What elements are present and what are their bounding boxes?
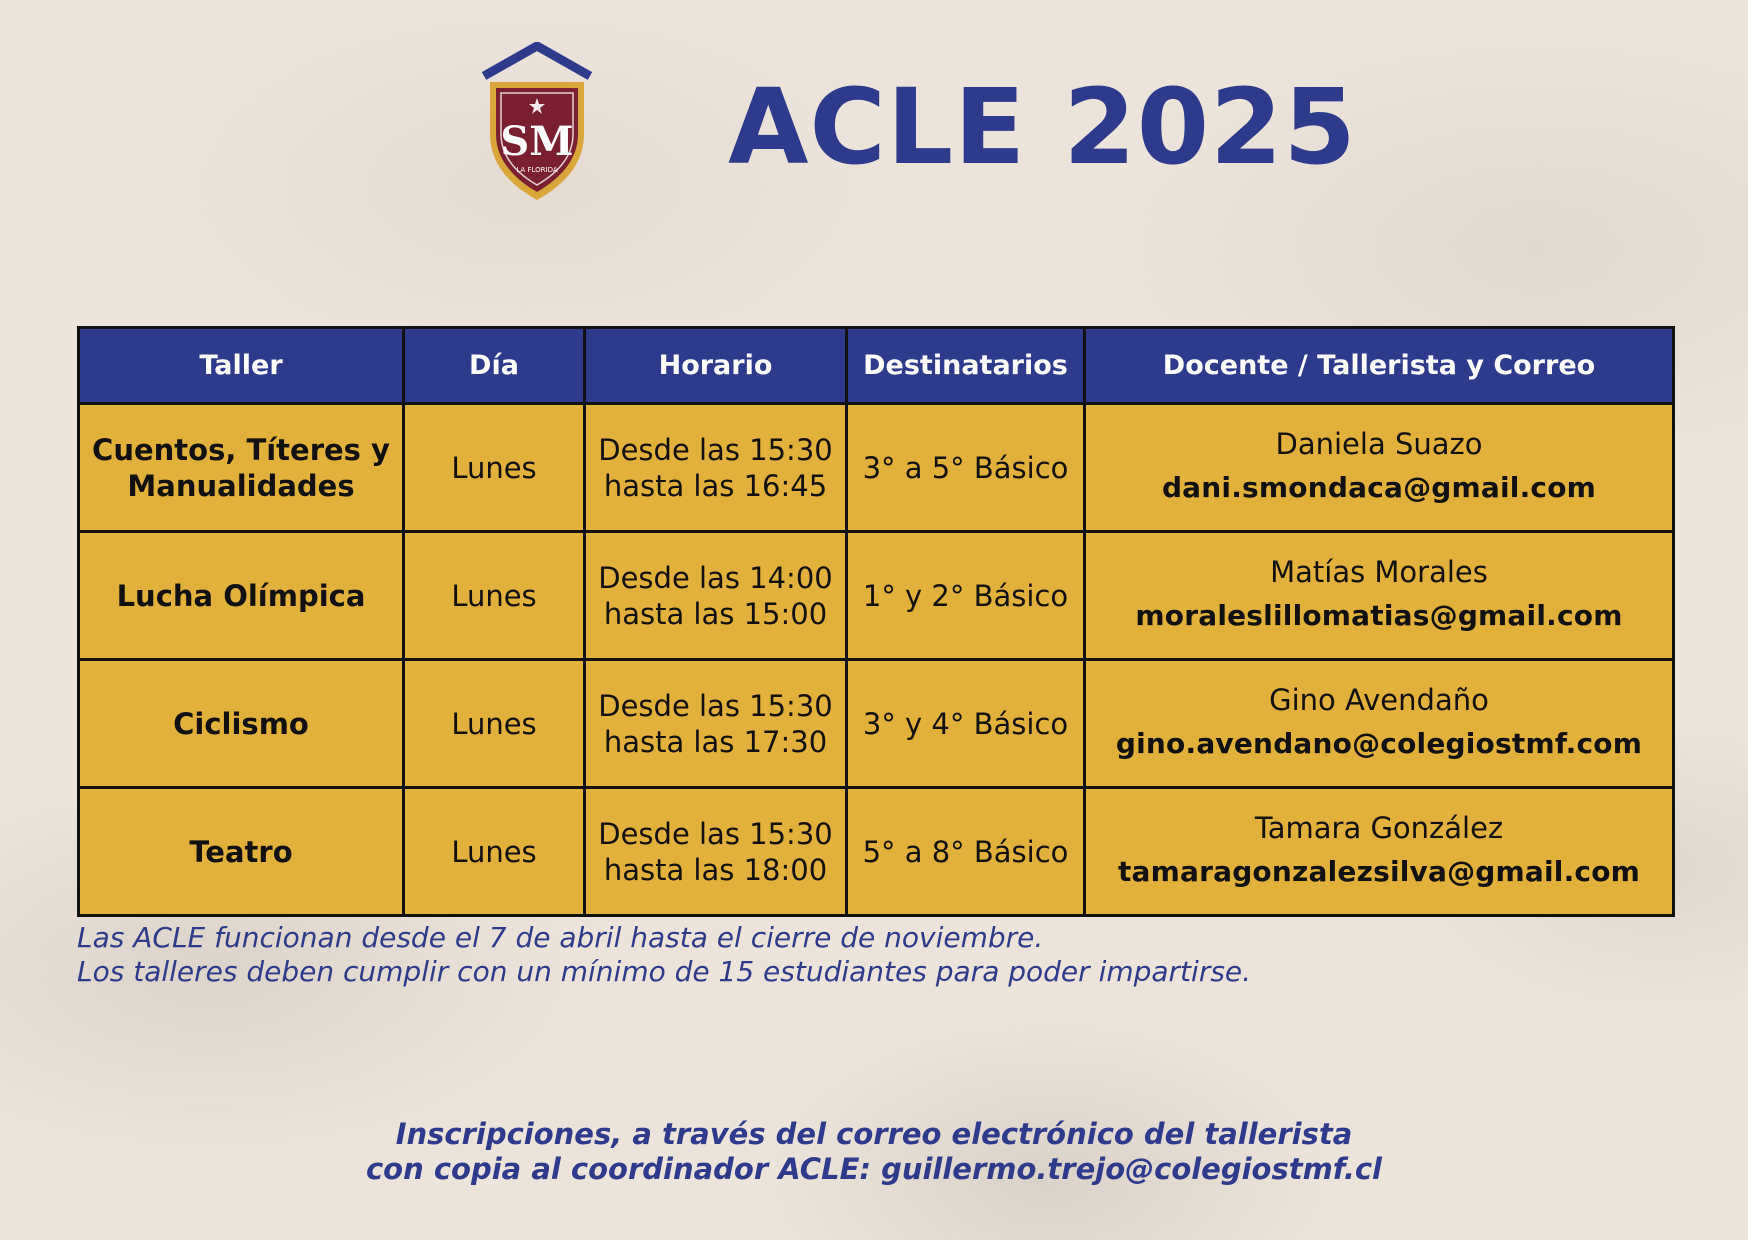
cell-dia: Lunes	[404, 404, 585, 532]
teacher-name: Gino Avendaño	[1269, 682, 1489, 717]
cell-destinatarios: 3° a 5° Básico	[847, 404, 1085, 532]
header-horario: Horario	[585, 328, 847, 404]
header-docente: Docente / Tallerista y Correo	[1085, 328, 1674, 404]
page-title: ACLE 2025	[728, 66, 1357, 188]
cell-docente	[1085, 404, 1674, 532]
footer-line: con copia al coordinador ACLE: guillermo.trejo@colegiostmf.cl	[365, 1152, 1382, 1186]
horario-start: Desde las 15:30	[598, 816, 833, 851]
registration-footer	[0, 1117, 1748, 1187]
teacher-name: Matías Morales	[1270, 554, 1488, 589]
acle-schedule-table	[77, 326, 1675, 917]
teacher-name: Daniela Suazo	[1275, 426, 1483, 461]
cell-destinatarios: 3° y 4° Básico	[847, 660, 1085, 788]
cell-horario	[585, 404, 847, 532]
cell-dia: Lunes	[404, 788, 585, 916]
horario-start: Desde las 15:30	[598, 432, 833, 467]
cell-docente	[1085, 532, 1674, 660]
table-row	[79, 660, 1674, 788]
table-row	[79, 788, 1674, 916]
teacher-name: Tamara González	[1254, 810, 1504, 845]
teacher-email[interactable]: moraleslillomatias@gmail.com	[1135, 598, 1623, 632]
logo-monogram: SM	[500, 118, 574, 165]
cell-destinatarios: 1° y 2° Básico	[847, 532, 1085, 660]
teacher-email[interactable]: gino.avendano@colegiostmf.com	[1115, 726, 1643, 760]
horario-start: Desde las 14:00	[598, 560, 833, 595]
teacher-email[interactable]: dani.smondaca@gmail.com	[1161, 470, 1597, 504]
notes-block	[77, 921, 1251, 989]
header-taller: Taller	[79, 328, 404, 404]
cell-taller: Cuentos, Títeres y Manualidades	[79, 404, 404, 532]
horario-end: hasta las 16:45	[603, 468, 828, 503]
header-destinatarios: Destinatarios	[847, 328, 1085, 404]
cell-destinatarios: 5° a 8° Básico	[847, 788, 1085, 916]
cell-dia: Lunes	[404, 532, 585, 660]
horario-end: hasta las 18:00	[603, 852, 828, 887]
cell-docente	[1085, 660, 1674, 788]
cell-horario	[585, 788, 847, 916]
teacher-email[interactable]: tamaragonzalezsilva@gmail.com	[1117, 854, 1641, 888]
school-crest-logo	[480, 42, 594, 204]
horario-start: Desde las 15:30	[598, 688, 833, 723]
table-header-row	[79, 328, 1674, 404]
cell-docente	[1085, 788, 1674, 916]
header-dia: Día	[404, 328, 585, 404]
cell-taller: Teatro	[79, 788, 404, 916]
logo-text: LA FLORIDA	[516, 166, 558, 174]
note-line: Los talleres deben cumplir con un mínimo de 15 estudiantes para poder impartirse.	[77, 955, 1252, 988]
table-row	[79, 404, 1674, 532]
horario-end: hasta las 15:00	[603, 596, 828, 631]
table-row	[79, 532, 1674, 660]
cell-taller: Lucha Olímpica	[79, 532, 404, 660]
cell-taller: Ciclismo	[79, 660, 404, 788]
cell-horario	[585, 532, 847, 660]
horario-end: hasta las 17:30	[603, 724, 828, 759]
footer-line: Inscripciones, a través del correo electrónico del tallerista	[395, 1117, 1353, 1151]
cell-horario	[585, 660, 847, 788]
cell-dia: Lunes	[404, 660, 585, 788]
note-line: Las ACLE funcionan desde el 7 de abril hasta el cierre de noviembre.	[77, 921, 1044, 954]
